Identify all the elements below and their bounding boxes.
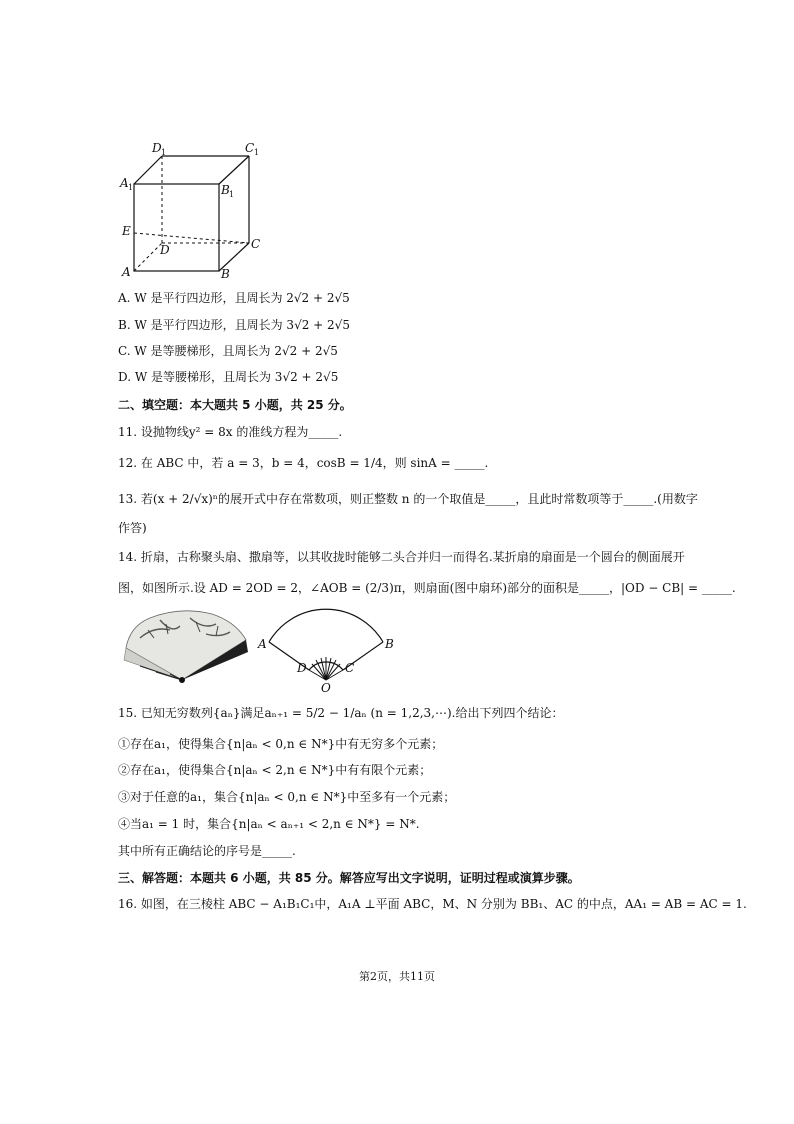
page-footer: 第2页，共11页 [359, 970, 435, 983]
fan-label-D: D [297, 661, 307, 675]
option-d-text: W 是等腰梯形，且周长为 3√2 + 2√5 [134, 370, 339, 384]
label-E: E [122, 224, 131, 238]
label-D: D [160, 243, 170, 257]
fan-label-B: B [385, 637, 394, 651]
option-c-text: W 是等腰梯形，且周长为 2√2 + 2√5 [134, 344, 338, 358]
question-14-line2: 图，如图所示.设 AD = 2OD = 2，∠AOB = (2/3)π，则扇面(图中扇环)部分的面积是_____，|OD − CB| = _____. [118, 581, 736, 595]
option-a [118, 290, 350, 306]
label-D1-sub: 1 [161, 148, 167, 157]
question-15-item-1: ①存在a₁，使得集合{n|aₙ < 0,n ∈ N*}中有无穷多个元素； [118, 737, 444, 751]
question-14-line1: 14. 折扇，古称聚头扇、撒扇等，以其收拢时能够二头合并归一而得名.某折扇的扇面是一个圆台的侧面展开 [118, 550, 685, 564]
label-D1: D [152, 141, 162, 155]
fan-label-O: O [321, 681, 331, 692]
option-d [118, 369, 338, 385]
section-3-heading: 三、解答题：本题共 6 小题，共 85 分。解答应写出文字说明，证明过程或演算步骤。 [118, 871, 580, 885]
fan-label-A: A [258, 637, 267, 651]
fan-label-C: C [345, 661, 355, 675]
folding-fan-image [120, 608, 250, 686]
label-A1-sub: 1 [128, 183, 134, 192]
question-12: 12. 在 ABC 中，若 a = 3，b = 4，cosB = 1/4，则 sinA = _____. [118, 456, 489, 470]
label-C: C [251, 237, 261, 251]
question-15-intro: 15. 已知无穷数列{aₙ}满足aₙ₊₁ = 5/2 − 1/aₙ (n = 1,2,3,⋯).给出下列四个结论： [118, 706, 564, 720]
cube-figure [115, 140, 275, 280]
question-15-item-3: ③对于任意的a₁，集合{n|aₙ < 0,n ∈ N*}中至多有一个元素； [118, 790, 456, 804]
label-B1-sub: 1 [229, 190, 235, 199]
option-c [118, 343, 338, 359]
label-B: B [221, 267, 230, 280]
option-b-text: W 是平行四边形，且周长为 3√2 + 2√5 [134, 318, 350, 332]
label-B1: B [221, 183, 230, 197]
option-c-label: C. [118, 344, 131, 358]
option-d-label: D. [118, 370, 132, 384]
option-a-text: W 是平行四边形，且周长为 2√2 + 2√5 [134, 291, 350, 305]
fan-diagram [255, 604, 405, 692]
label-A1: A [120, 176, 129, 190]
label-A: A [122, 265, 131, 279]
option-b-label: B. [118, 318, 131, 332]
question-15-item-2: ②存在a₁，使得集合{n|aₙ < 2,n ∈ N*}中有有限个元素； [118, 763, 432, 777]
section-2-heading: 二、填空题：本大题共 5 小题，共 25 分。 [118, 398, 352, 412]
question-16: 16. 如图，在三棱柱 ABC − A₁B₁C₁中，A₁A ⊥平面 ABC，M、N 分别为 BB₁、AC 的中点，AA₁ = AB = AC = 1. [118, 897, 747, 911]
label-C1-sub: 1 [254, 148, 260, 157]
option-a-label: A. [118, 291, 131, 305]
question-13-line2: 作答) [118, 521, 147, 535]
label-C1: C [245, 141, 255, 155]
question-11: 11. 设抛物线y² = 8x 的准线方程为_____. [118, 425, 343, 439]
question-13-line1: 13. 若(x + 2/√x)ⁿ的展开式中存在常数项，则正整数 n 的一个取值是_____，且此时常数项等于_____.(用数字 [118, 492, 698, 506]
question-15-end: 其中所有正确结论的序号是_____. [118, 844, 296, 858]
option-b [118, 317, 350, 333]
question-15-item-4: ④当a₁ = 1 时，集合{n|aₙ < aₙ₊₁ < 2,n ∈ N*} = N*. [118, 817, 420, 831]
